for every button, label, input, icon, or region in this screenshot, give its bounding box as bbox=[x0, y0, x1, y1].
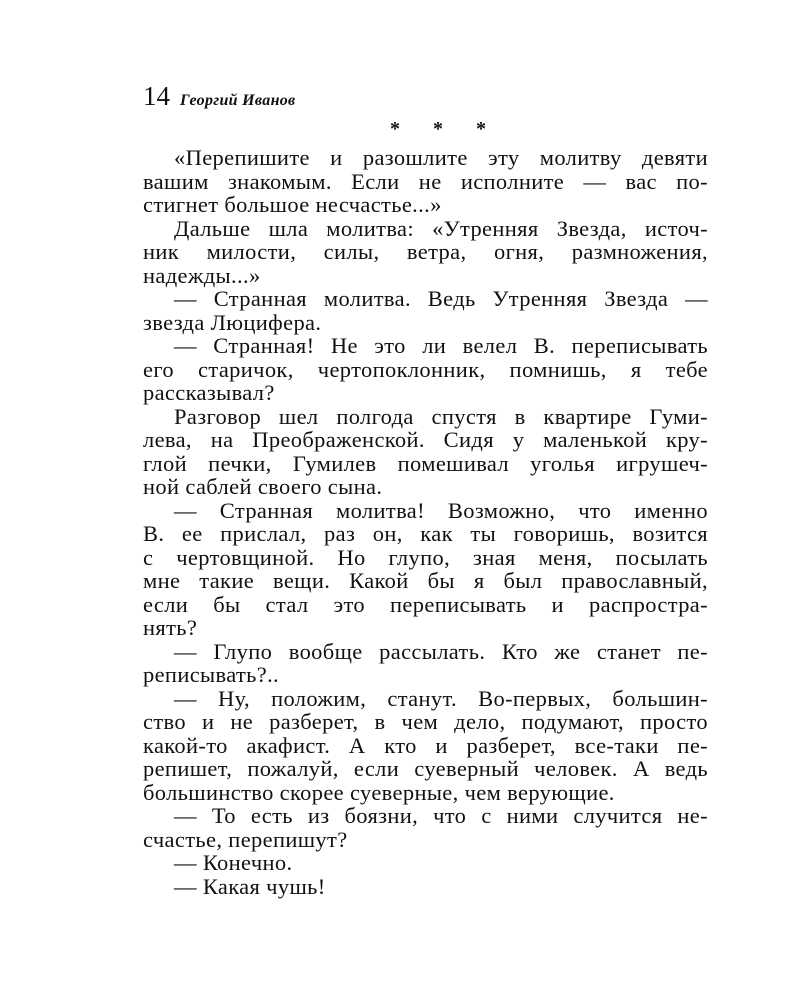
text-line: — Странная! Не это ли велел В. переписывать bbox=[174, 333, 708, 358]
text-line: Разговор шел полгода спустя в квартире Гуми- bbox=[174, 403, 708, 429]
text-line: какой-то акафист. А кто и разберет, все-таки пе- bbox=[143, 732, 708, 758]
text-line: глой печки, Гумилев помешивал уголья игрушеч- bbox=[143, 450, 708, 476]
text-line: если бы стал это переписывать и распростра- bbox=[143, 591, 708, 617]
text-line: вашим знакомым. Если не исполните — вас по- bbox=[143, 168, 708, 194]
text-line: репишет, пожалуй, если суеверный человек. А ведь bbox=[143, 756, 708, 781]
text-line: — Глупо вообще рассылать. Кто же станет пе- bbox=[174, 638, 708, 664]
text-line: с чертовщиной. Но глупо, зная меня, посылать bbox=[143, 544, 708, 570]
text-line: нять? bbox=[143, 615, 198, 640]
text-line: большинство скорее суеверные, чем верующие. bbox=[143, 779, 615, 805]
page-header bbox=[143, 81, 296, 111]
text-line: ной саблей своего сына. bbox=[143, 474, 383, 499]
text-line: — Странная молитва! Возможно, что именно bbox=[174, 497, 708, 523]
text-line: стигнет большое несчастье...» bbox=[143, 192, 442, 217]
text-line: ство и не разберет, в чем дело, подумают, просто bbox=[143, 709, 708, 734]
text-line: мне такие вещи. Какой бы я был православный, bbox=[143, 568, 708, 593]
text-line: рассказывал? bbox=[143, 380, 275, 405]
text-line: его старичок, чертопоклонник, помнишь, я тебе bbox=[143, 356, 708, 382]
text-line: — Ну, положим, станут. Во-первых, большин- bbox=[174, 685, 708, 711]
text-line: — Конечно. bbox=[174, 850, 293, 875]
text-line: — Странная молитва. Ведь Утренняя Звезда — bbox=[174, 286, 708, 311]
text-line: звезда Люцифера. bbox=[143, 309, 322, 335]
text-line: В. ее прислал, раз он, как ты говоришь, возится bbox=[143, 521, 708, 546]
body-text bbox=[143, 146, 708, 898]
text-line: Дальше шла молитва: «Утренняя Звезда, источ- bbox=[174, 215, 708, 241]
text-line: «Перепишите и разошлите эту молитву девяти bbox=[174, 145, 708, 170]
text-line: лева, на Преображенской. Сидя у маленькой кру- bbox=[143, 427, 708, 452]
section-separator: * * * bbox=[390, 118, 500, 140]
text-line: — То есть из боязни, что с ними случится не- bbox=[174, 803, 708, 828]
text-line: — Какая чушь! bbox=[174, 873, 326, 899]
text-line: реписывать?.. bbox=[143, 662, 280, 687]
page-number: 14 bbox=[143, 81, 170, 111]
text-line: ник милости, силы, ветра, огня, размножения, bbox=[143, 239, 708, 264]
text-line: счастье, перепишут? bbox=[143, 826, 348, 852]
text-line: надежды...» bbox=[143, 262, 261, 288]
running-title: Георгий Иванов bbox=[180, 92, 296, 109]
